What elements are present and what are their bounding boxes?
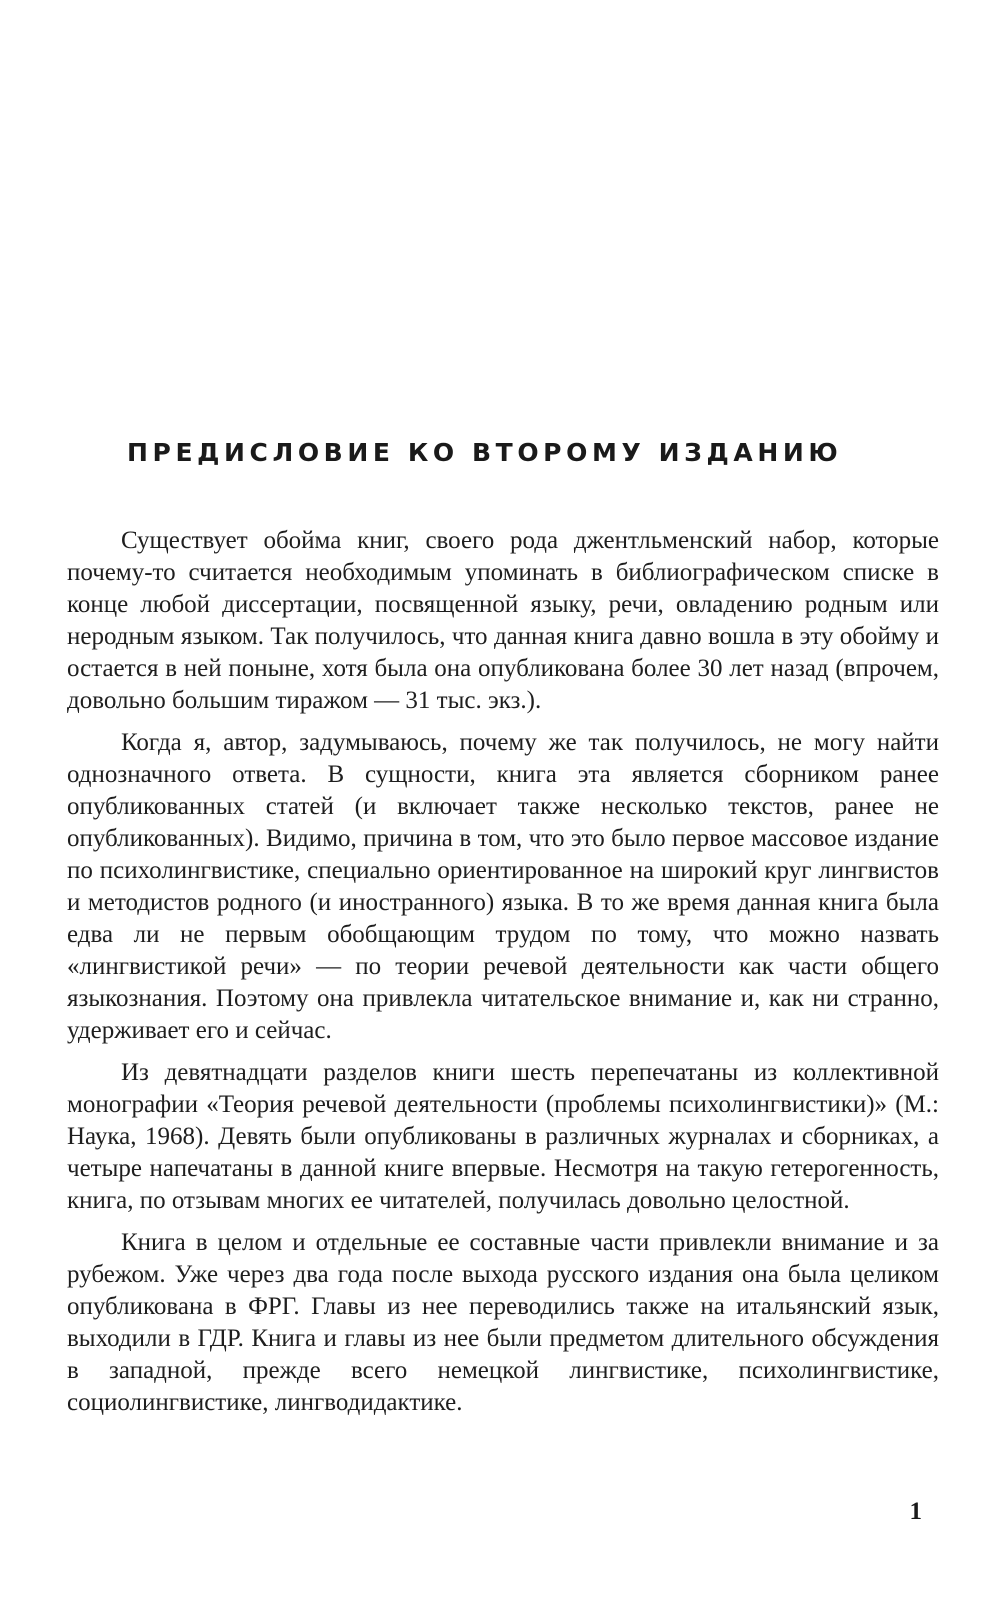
body-text [67,525,939,1419]
paragraph: Книга в целом и отдельные ее составные части привлекли внимание и за рубежом. Уже через два года после выхода русского издания она была целиком опубликована в ФРГ. Главы из нее переводились также на итальянский язык, выходили в ГДР. Книга и главы из нее были предметом длительного обсуждения в западной, прежде всего немецкой лингвистике, психолингвистике, социолингвистике, лингводидактике. [67,1229,939,1416]
chapter-heading: ПРЕДИСЛОВИЕ КО ВТОРОМУ ИЗДАНИЮ [127,438,843,467]
page-number: 1 [909,1498,922,1525]
paragraph: Существует обойма книг, своего рода джентльменский набор, которые почему-то считается необходимым упоминать в библиографическом списке в конце любой диссертации, посвященной языку, речи, овладению родным или неродным языком. Так получилось, что данная книга давно вошла в эту обойму и остается в ней поныне, хотя была она опубликована более 30 лет назад (впрочем, довольно большим тиражом — 31 тыс. экз.). [67,527,939,714]
paragraph: Из девятнадцати разделов книги шесть перепечатаны из коллективной монографии «Теория речевой деятельности (проблемы психолингвистики)» (М.: Наука, 1968). Девять были опубликованы в различных журналах и сборниках, а четыре напечатаны в данной книге впервые. Несмотря на такую гетерогенность, книга, по отзывам многих ее читателей, получилась довольно целостной. [67,1059,939,1214]
paragraph: Когда я, автор, задумываюсь, почему же так получилось, не могу найти однозначного ответа. В сущности, книга эта является сборником ранее опубликованных статей (и включает также несколько текстов, ранее не опубликованных). Видимо, причина в том, что это было первое массовое издание по психолингвистике, специально ориентированное на широкий круг лингвистов и методистов родного (и иностранного) языка. В то же время данная книга была едва ли не первым обобщающим трудом по тому, что можно назвать «лингвистикой речи» — по теории речевой деятельности как части общего языкознания. Поэтому она привлекла читательское внимание и, как ни странно, удерживает его и сейчас. [67,729,939,1044]
